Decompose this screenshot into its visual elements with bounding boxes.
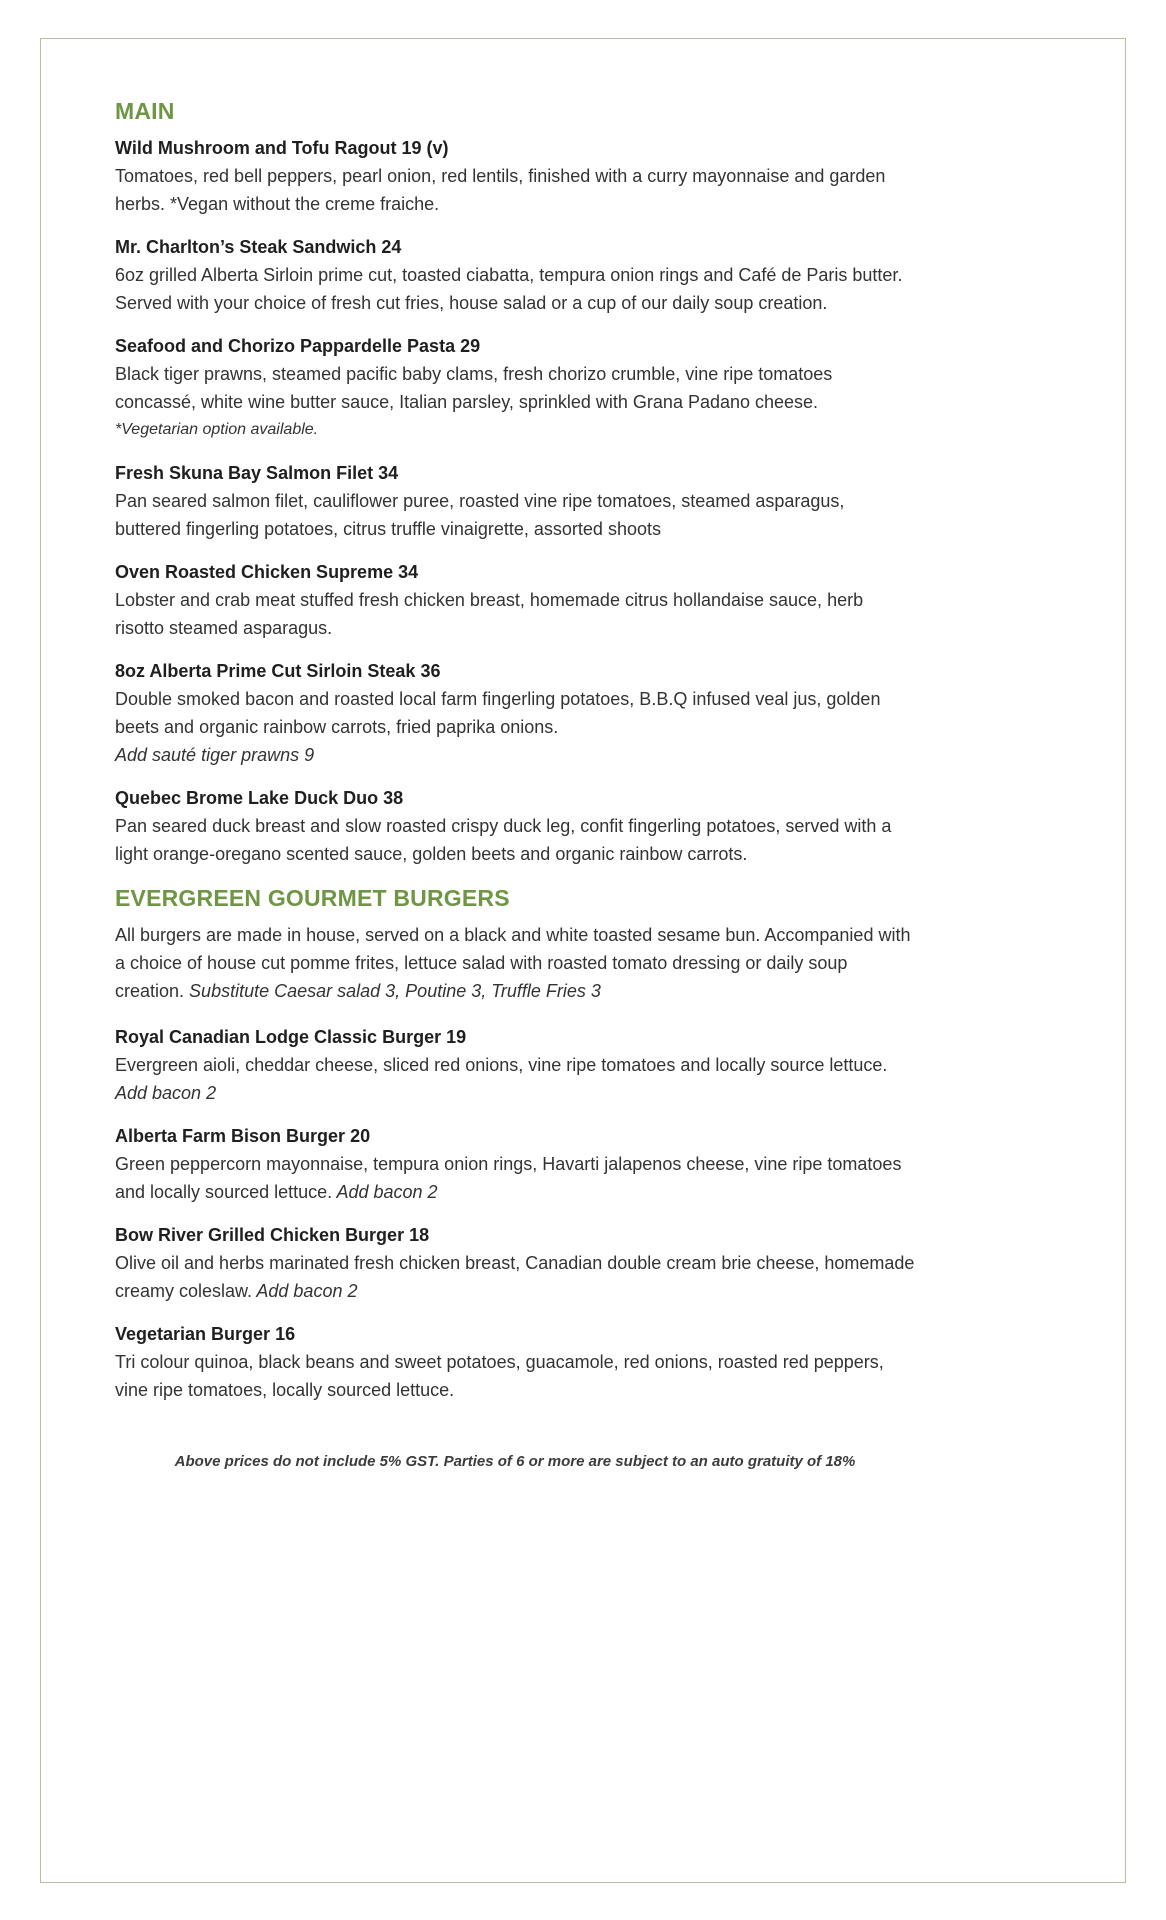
item-description-text: Olive oil and herbs marinated fresh chicken breast, Canadian double cream brie cheese, homemade creamy coleslaw. (115, 1253, 915, 1301)
menu-content (115, 96, 915, 1472)
item-name: Mr. Charlton’s Steak Sandwich (115, 237, 377, 257)
footer-note: Above prices do not include 5% GST. Parties of 6 or more are subject to an auto gratuity of 18% (174, 1453, 856, 1470)
menu-item (115, 1023, 915, 1107)
item-description: Black tiger prawns, steamed pacific baby clams, fresh chorizo crumble, vine ripe tomatoes concassé, white wine butter sauce, Italian parsley, sprinkled with Grana Padano cheese. (115, 364, 833, 412)
item-title (115, 233, 915, 261)
item-description: Tri colour quinoa, black beans and sweet potatoes, guacamole, red onions, roasted red peppers, vine ripe tomatoes, locally sourced lettuce. (115, 1352, 884, 1400)
item-name: 8oz Alberta Prime Cut Sirloin Steak (115, 661, 416, 681)
item-name: Vegetarian Burger (115, 1324, 271, 1344)
item-name: Oven Roasted Chicken Supreme (115, 562, 394, 582)
item-name: Fresh Skuna Bay Salmon Filet (115, 463, 374, 483)
section-header-burgers: EVERGREEN GOURMET BURGERS (115, 885, 510, 911)
menu-item (115, 459, 915, 543)
menu-item (115, 233, 915, 317)
item-inline-note: Add bacon 2 (332, 1182, 438, 1202)
item-description (115, 1249, 915, 1305)
item-price: 29 (460, 336, 481, 356)
item-description: Pan seared salmon filet, cauliflower puree, roasted vine ripe tomatoes, steamed asparagus, buttered fingerling potatoes, citrus truffle vinaigrette, assorted shoots (115, 491, 845, 539)
item-price: 34 (398, 562, 419, 582)
section-main (115, 96, 915, 868)
menu-item (115, 657, 915, 769)
item-description: Lobster and crab meat stuffed fresh chicken breast, homemade citrus hollandaise sauce, herb risotto steamed asparagus. (115, 590, 864, 638)
item-name: Wild Mushroom and Tofu Ragout (115, 138, 397, 158)
item-description: Double smoked bacon and roasted local farm fingerling potatoes, B.B.Q infused veal jus, golden beets and organic rainbow carrots, fried paprika onions. (115, 689, 881, 737)
item-title (115, 134, 915, 162)
menu-item (115, 1122, 915, 1206)
item-description-text: Evergreen aioli, cheddar cheese, sliced red onions, vine ripe tomatoes and locally source lettuce. (115, 1055, 888, 1075)
menu-item (115, 332, 915, 444)
item-title (115, 459, 915, 487)
item-description: Tomatoes, red bell peppers, pearl onion, red lentils, finished with a curry mayonnaise and garden herbs. *Vegan without the creme fraiche. (115, 166, 886, 214)
item-inline-note: Add bacon 2 (115, 1083, 217, 1103)
item-price: 18 (409, 1225, 430, 1245)
item-title (115, 1122, 915, 1150)
item-description (115, 1150, 915, 1206)
item-name: Alberta Farm Bison Burger (115, 1126, 346, 1146)
menu-item (115, 1221, 915, 1305)
item-price: 34 (378, 463, 399, 483)
item-title (115, 1023, 915, 1051)
item-price: 19 (446, 1027, 467, 1047)
section-header-main: MAIN (115, 98, 175, 124)
item-price: 38 (383, 788, 404, 808)
menu-item (115, 1320, 915, 1404)
item-price: 36 (420, 661, 441, 681)
item-description-text: Green peppercorn mayonnaise, tempura onion rings, Havarti jalapenos cheese, vine ripe tomatoes and locally sourced lettuce. (115, 1154, 902, 1202)
item-name: Bow River Grilled Chicken Burger (115, 1225, 405, 1245)
section-burgers (115, 883, 915, 1404)
item-title (115, 1221, 915, 1249)
item-name: Seafood and Chorizo Pappardelle Pasta (115, 336, 456, 356)
item-note: Add sauté tiger prawns 9 (115, 745, 315, 765)
item-title (115, 657, 915, 685)
item-title (115, 784, 915, 812)
item-description: Pan seared duck breast and slow roasted crispy duck leg, confit fingerling potatoes, served with a light orange-oregano scented sauce, golden beets and organic rainbow carrots. (115, 816, 892, 864)
item-name: Quebec Brome Lake Duck Duo (115, 788, 379, 808)
item-name: Royal Canadian Lodge Classic Burger (115, 1027, 442, 1047)
item-price: 16 (275, 1324, 296, 1344)
item-title (115, 558, 915, 586)
item-title (115, 332, 915, 360)
item-inline-note: Add bacon 2 (252, 1281, 358, 1301)
item-title (115, 1320, 915, 1348)
menu-item (115, 134, 915, 218)
menu-item (115, 558, 915, 642)
section-intro-note: Substitute Caesar salad 3, Poutine 3, Truffle Fries 3 (184, 981, 601, 1001)
section-intro (115, 921, 915, 1005)
item-price: 20 (350, 1126, 371, 1146)
item-price: 19 (401, 138, 422, 158)
menu-item (115, 784, 915, 868)
item-description: 6oz grilled Alberta Sirloin prime cut, toasted ciabatta, tempura onion rings and Café de Paris butter. Served with your choice of fresh cut fries, house salad or a cup of our daily soup creation. (115, 265, 903, 313)
item-diet-tag: (v) (426, 138, 449, 158)
item-price: 24 (381, 237, 402, 257)
section-intro-text: All burgers are made in house, served on a black and white toasted sesame bun. Accompanied with a choice of house cut pomme frites, lettuce salad with roasted tomato dressing or daily soup creation. (115, 925, 911, 1001)
item-note: *Vegetarian option available. (115, 421, 319, 438)
item-description (115, 1051, 915, 1107)
